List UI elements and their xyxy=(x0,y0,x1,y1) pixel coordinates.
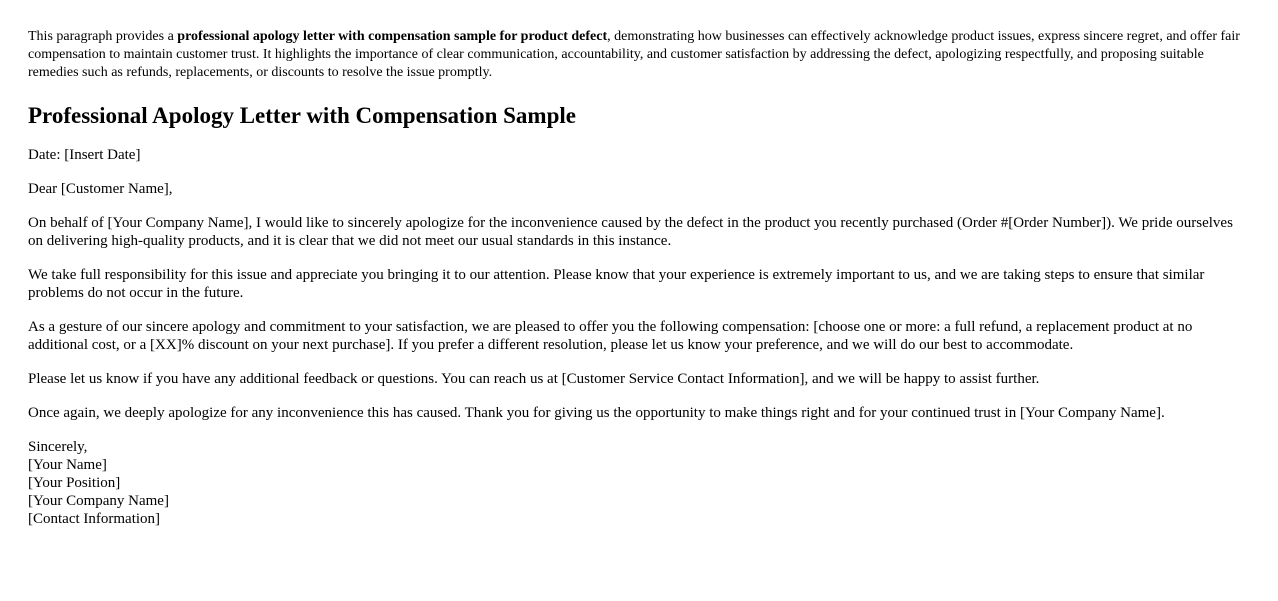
intro-text-before: This paragraph provides a xyxy=(28,29,178,44)
letter-signature xyxy=(28,438,1250,528)
letter-salutation: Dear [Customer Name], xyxy=(28,181,173,197)
page-title: Professional Apology Letter with Compensation Sample xyxy=(28,103,576,128)
signature-position: [Your Position] xyxy=(28,475,121,491)
letter-paragraph: As a gesture of our sincere apology and commitment to your satisfaction, we are pleased to offer you the following compensation: [choose one or more: a full refund, a replacement product at no additional cost, or a [XX]% discount on your next purchase]. If you prefer a different resolution, please let us know your preference, and we will do our best to accommodate. xyxy=(28,319,1193,353)
signature-closing: Sincerely, xyxy=(28,439,88,455)
letter-paragraph: Please let us know if you have any additional feedback or questions. You can reach us at [Customer Service Contact Information], and we will be happy to assist further. xyxy=(28,371,1040,387)
signature-name: [Your Name] xyxy=(28,457,107,473)
signature-company: [Your Company Name] xyxy=(28,493,169,509)
letter-paragraph: We take full responsibility for this issue and appreciate you bringing it to our attention. Please know that your experience is extremely important to us, and we are taking steps to ensure that similar problems do not occur in the future. xyxy=(28,267,1205,301)
signature-contact: [Contact Information] xyxy=(28,511,161,527)
intro-text-after: , demonstrating how businesses can effectively acknowledge product issues, express sincere regret, and offer fair compensation to maintain customer trust. It highlights the importance of clear communication, accountability, and customer satisfaction by addressing the defect, apologizing respectfully, and proposing suitable remedies such as refunds, replacements, or discounts to resolve the issue promptly. xyxy=(28,29,1240,80)
intro-bold-text: professional apology letter with compensation sample for product defect xyxy=(177,29,608,44)
intro-paragraph xyxy=(28,28,1250,82)
letter-paragraph: Once again, we deeply apologize for any inconvenience this has caused. Thank you for giving us the opportunity to make things right and for your continued trust in [Your Company Name]. xyxy=(28,405,1165,421)
letter-paragraph: On behalf of [Your Company Name], I would like to sincerely apologize for the inconvenience caused by the defect in the product you recently purchased (Order #[Order Number]). We pride ourselves on delivering high-quality products, and it is clear that we did not meet our usual standards in this instance. xyxy=(28,215,1233,249)
letter-date: Date: [Insert Date] xyxy=(28,147,141,163)
